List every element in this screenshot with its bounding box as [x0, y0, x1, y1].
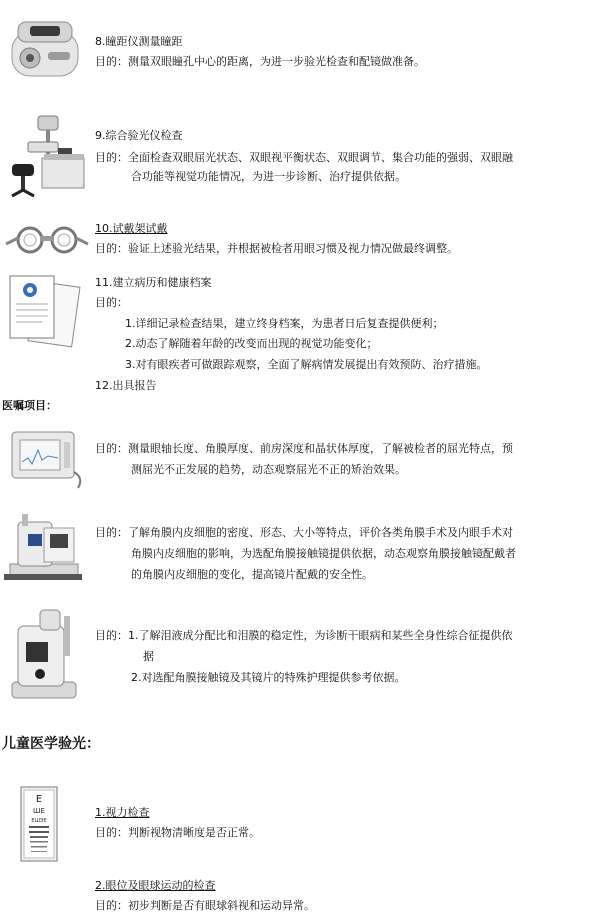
medical-item1-line1: 目的：测量眼轴长度、角膜厚度、前房深度和晶状体厚度，了解被检者的屈光特点，预 — [95, 442, 513, 455]
tear-film-analyzer-image — [10, 608, 78, 702]
biometer-device-image — [8, 428, 86, 492]
pupillometer-image — [8, 14, 84, 84]
sec10-purpose: 目的：验证上述验光结果，并根据被检者用眼习惯及视力情况做最终调整。 — [95, 242, 458, 255]
sec9-purpose-line2: 合功能等视觉功能情况，为进一步诊断、治疗提供依据。 — [131, 170, 406, 183]
sec8-purpose: 目的：测量双眼瞳孔中心的距离，为进一步验光检查和配镜做准备。 — [95, 55, 425, 68]
children-c1-purpose: 目的：判断视物清晰度是否正常。 — [95, 826, 260, 839]
svg-text:ШE: ШE — [33, 807, 45, 815]
sec8-title: 8.瞳距仪测量瞳距 — [95, 35, 183, 48]
medical-item3-line1: 目的：1.了解泪液成分配比和泪膜的稳定性，为诊断干眼病和某些全身性综合征提供依 — [95, 629, 513, 642]
sec11-purpose-label: 目的： — [95, 296, 128, 309]
medical-item1-line2: 测屈光不正发展的趋势，动态观察屈光不正的矫治效果。 — [131, 463, 406, 476]
specular-microscope-image — [4, 512, 82, 584]
sec9-title: 9.综合验光仪检查 — [95, 129, 183, 142]
children-c2-purpose: 目的：初步判断是否有眼球斜视和运动异常。 — [95, 899, 315, 912]
medical-item3-line2: 据 — [143, 650, 154, 663]
sec9-purpose-line1: 目的：全面检查双眼屈光状态、双眼视平衡状态、双眼调节、集合功能的强弱、双眼融 — [95, 151, 513, 164]
trial-frame-image — [4, 222, 90, 256]
sec11-title: 11.建立病历和健康档案 — [95, 276, 212, 289]
phoropter-station-image — [8, 112, 88, 200]
svg-text:E: E — [35, 794, 43, 805]
medical-heading: 医嘱项目： — [2, 399, 57, 412]
children-c2-title: 2.眼位及眼球运动的检查 — [95, 879, 216, 892]
sec11-item-3: 3.对有眼疾者可做跟踪观察，全面了解病情发展提出有效预防、治疗措施。 — [125, 358, 488, 371]
sec12-title: 12.出具报告 — [95, 379, 157, 392]
sec11-item-2: 2.动态了解随着年龄的改变而出现的视觉功能变化； — [125, 337, 378, 350]
children-c1-title: 1.视力检查 — [95, 806, 150, 819]
children-heading: 儿童医学验光： — [2, 736, 100, 752]
medical-item2-line1: 目的：了解角膜内皮细胞的密度、形态、大小等特点，评价各类角膜手术及内眼手术对 — [95, 526, 513, 539]
eye-chart-image — [20, 786, 58, 862]
sec10-title: 10.试戴架试戴 — [95, 222, 168, 235]
medical-item3-line3: 2.对选配角膜接触镜及其镜片的特殊护理提供参考依据。 — [131, 671, 406, 684]
medical-item2-line2: 角膜内皮细胞的影响，为选配角膜接触镜提供依据，动态观察角膜接触镜配戴者 — [131, 547, 516, 560]
svg-text:EШЭE: EШЭE — [31, 818, 47, 824]
medical-item2-line3: 的角膜内皮细胞的变化，提高镜片配戴的安全性。 — [131, 568, 373, 581]
sec11-item-1: 1.详细记录检查结果，建立终身档案，为患者日后复查提供便利； — [125, 317, 444, 330]
health-record-documents-image — [6, 272, 82, 350]
